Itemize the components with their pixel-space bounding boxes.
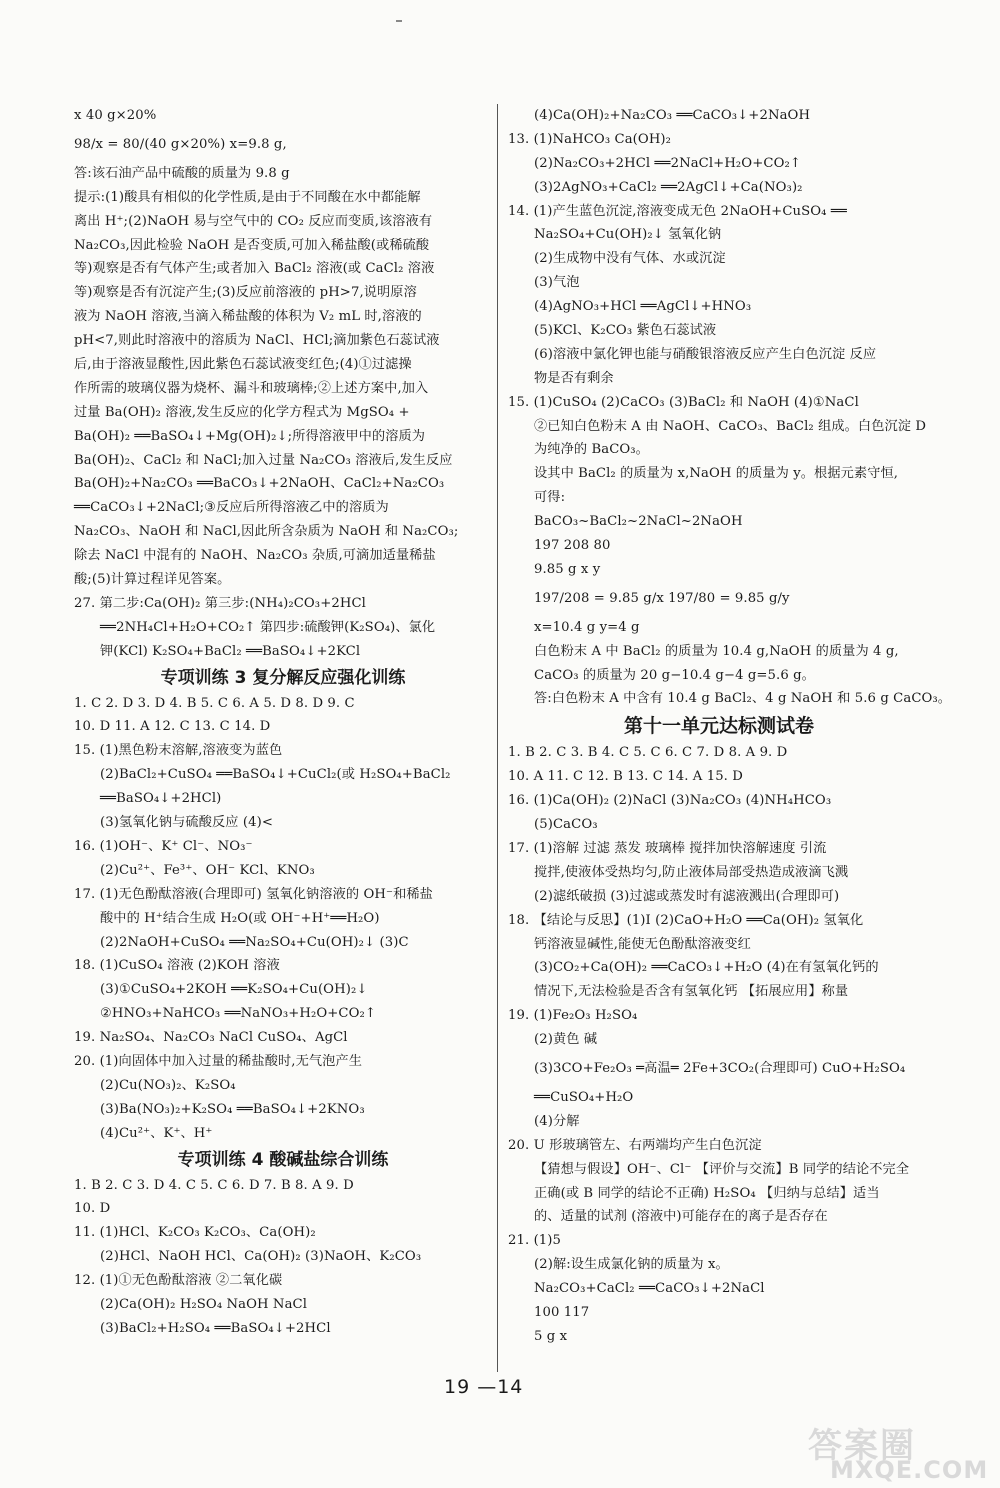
answer-line: 提示:(1)酸具有相似的化学性质,是由于不同酸在水中都能解: [74, 189, 421, 205]
answer-line: 98/x = 80/(40 g×20%) x=9.8 g,: [74, 136, 287, 152]
answer-line: 18. 【结论与反思】(1)Ⅰ (2)CaO+H₂O ══Ca(OH)₂ 氢氧化: [508, 912, 864, 928]
answer-line: x 40 g×20%: [74, 108, 157, 123]
column-divider: [497, 104, 498, 1372]
answer-line: 除去 NaCl 中混有的 NaOH、Na₂CO₃ 杂质,可滴加适量稀盐: [74, 548, 436, 564]
answer-line: (2)滤纸破损 (3)过滤或蒸发时有滤液溅出(合理即可): [534, 888, 840, 904]
watermark-logo: 答案圈: [808, 1426, 916, 1466]
answer-line: (5)CaCO₃: [534, 817, 598, 833]
answer-line: Na₂CO₃,因此检验 NaOH 是否变质,可加入稀盐酸(或稀硫酸: [74, 237, 430, 253]
answer-line: 19. Na₂SO₄、Na₂CO₃ NaCl CuSO₄、AgCl: [74, 1030, 348, 1046]
answer-line: (2)2NaOH+CuSO₄ ══Na₂SO₄+Cu(OH)₂↓ (3)C: [100, 934, 409, 950]
scan-mark: [396, 20, 402, 22]
answer-line: Ba(OH)₂、CaCl₂ 和 NaCl;加入过量 Na₂CO₃ 溶液后,发生反应: [74, 452, 453, 468]
answer-line: 16. (1)Ca(OH)₂ (2)NaCl (3)Na₂CO₃ (4)NH₄HCO₃: [508, 793, 832, 809]
watermark-url: MXQE.COM: [830, 1456, 989, 1484]
answer-line: 作所需的玻璃仪器为烧杯、漏斗和玻璃棒;②上述方案中,加入: [74, 380, 429, 396]
answer-line: ══BaSO₄↓+2HCl): [100, 791, 222, 807]
answer-line: 18. (1)CuSO₄ 溶液 (2)KOH 溶液: [74, 958, 280, 974]
answer-line: (3)CO₂+Ca(OH)₂ ══CaCO₃↓+H₂O (4)在有氢氧化钙的: [534, 960, 879, 976]
answer-line: 离出 H⁺;(2)NaOH 易与空气中的 CO₂ 反应而变质,该溶液有: [74, 213, 433, 229]
answer-line: 16. (1)OH⁻、K⁺ Cl⁻、NO₃⁻: [74, 838, 253, 854]
answer-line: x=10.4 g y=4 g: [534, 619, 640, 635]
answer-line: 等)观察是否有气体产生;或者加入 BaCl₂ 溶液(或 CaCl₂ 溶液: [74, 261, 435, 277]
answer-line: (2)黄色 碱: [534, 1032, 598, 1048]
answer-line: 答:白色粉末 A 中含有 10.4 g BaCl₂、4 g NaOH 和 5.6 g CaCO₃。: [534, 691, 952, 707]
answer-line: (4)Ca(OH)₂+Na₂CO₃ ══CaCO₃↓+2NaOH: [534, 108, 811, 123]
answer-line: 1. C 2. D 3. D 4. B 5. C 6. A 5. D 8. D 9. C: [74, 695, 355, 711]
answer-line: (3)3CO+Fe₂O₃ ═高温═ 2Fe+3CO₂(合理即可) CuO+H₂SO₄: [534, 1060, 906, 1076]
answer-line: 1. B 2. C 3. B 4. C 5. C 6. C 7. D 8. A 9. D: [508, 745, 788, 761]
answer-line: Na₂CO₃、NaOH 和 NaCl,因此所含杂质为 NaOH 和 Na₂CO₃;: [74, 524, 459, 540]
answer-line: 【猜想与假设】OH⁻、Cl⁻ 【评价与交流】B 同学的结论不完全: [534, 1161, 910, 1177]
answer-line: (2)Na₂CO₃+2HCl ══2NaCl+H₂O+CO₂↑: [534, 155, 802, 171]
right-column: [508, 104, 952, 1349]
answer-line: 197/208 = 9.85 g/x 197/80 = 9.85 g/y: [534, 590, 790, 606]
section-heading: 专项训练 3 复分解反应强化训练: [160, 667, 406, 688]
section-heading: 专项训练 4 酸碱盐综合训练: [177, 1149, 389, 1170]
answer-line: ══CaCO₃↓+2NaCl;③反应后所得溶液乙中的溶质为: [74, 500, 389, 516]
answer-line: 钙溶液显碱性,能使无色酚酞溶液变红: [534, 936, 751, 952]
answer-line: (3)氢氧化钠与硫酸反应 (4)<: [100, 815, 273, 831]
answer-line: 正确(或 B 同学的结论不正确) H₂SO₄ 【归纳与总结】适当: [534, 1185, 880, 1201]
answer-line: 答:该石油产品中硫酸的质量为 9.8 g: [74, 165, 290, 181]
answer-line: 15. (1)CuSO₄ (2)CaCO₃ (3)BaCl₂ 和 NaOH (4)①NaCl: [508, 394, 859, 410]
answer-line: 情况下,无法检验是否含有氢氧化钙 【拓展应用】称量: [534, 984, 849, 1000]
answer-line: (2)Cu²⁺、Fe³⁺、OH⁻ KCl、KNO₃: [100, 862, 315, 878]
answer-line: 197 208 80: [534, 538, 611, 554]
answer-line: (2)解:设生成氯化钠的质量为 x。: [534, 1257, 729, 1273]
answer-line: ══CuSO₄+H₂O: [534, 1089, 634, 1105]
answer-line: 的、适量的试剂 (溶液中)可能存在的离子是否存在: [534, 1209, 828, 1225]
answer-line: 1. B 2. C 3. D 4. C 5. C 6. D 7. B 8. A 9. D: [74, 1177, 354, 1193]
answer-line: 设其中 BaCl₂ 的质量为 x,NaOH 的质量为 y。根据元素守恒,: [534, 466, 899, 482]
left-column: [74, 104, 492, 1341]
answer-line: 后,由于溶液显酸性,因此紫色石蕊试液变红色;(4)①过滤操: [74, 357, 412, 373]
answer-line: ══2NH₄Cl+H₂O+CO₂↑ 第四步:硫酸钾(K₂SO₄)、氯化: [100, 619, 436, 635]
answer-line: 液为 NaOH 溶液,当滴入稀盐酸的体积为 V₂ mL 时,溶液的: [74, 309, 422, 325]
answer-line: (3)①CuSO₄+2KOH ══K₂SO₄+Cu(OH)₂↓: [100, 982, 368, 998]
answer-line: 5 g x: [534, 1328, 568, 1344]
answer-line: 100 117: [534, 1304, 590, 1320]
answer-line: 白色粉末 A 中 BaCl₂ 的质量为 10.4 g,NaOH 的质量为 4 g,: [534, 643, 899, 659]
answer-line: 17. (1)无色酚酞溶液(合理即可) 氢氧化钠溶液的 OH⁻和稀盐: [74, 886, 433, 902]
answer-line: (3)气泡: [534, 275, 580, 291]
answer-line: (3)BaCl₂+H₂SO₄ ══BaSO₄↓+2HCl: [100, 1320, 331, 1336]
section-heading: 第十一单元达标测试卷: [623, 715, 814, 738]
answer-line: 11. (1)HCl、K₂CO₃ K₂CO₃、Ca(OH)₂: [74, 1225, 316, 1241]
answer-line: 搅拌,使液体受热均匀,防止液体局部受热造成液滴飞溅: [534, 864, 849, 880]
answer-line: 15. (1)黑色粉末溶解,溶液变为蓝色: [74, 743, 283, 759]
answer-line: (2)Ca(OH)₂ H₂SO₄ NaOH NaCl: [100, 1296, 308, 1312]
answer-line: (4)AgNO₃+HCl ══AgCl↓+HNO₃: [534, 299, 752, 315]
answer-line: 10. D: [74, 1201, 111, 1217]
answer-line: (6)溶液中氯化钾也能与硝酸银溶液反应产生白色沉淀 反应: [534, 346, 877, 362]
answer-line: 为纯净的 BaCO₃。: [534, 442, 649, 458]
answer-line: (3)2AgNO₃+CaCl₂ ══2AgCl↓+Ca(NO₃)₂: [534, 179, 803, 195]
answer-line: (3)Ba(NO₃)₂+K₂SO₄ ══BaSO₄↓+2KNO₃: [100, 1101, 365, 1117]
answer-line: CaCO₃ 的质量为 20 g−10.4 g−4 g=5.6 g。: [534, 667, 815, 683]
answer-line: 过量 Ba(OH)₂ 溶液,发生反应的化学方程式为 MgSO₄ +: [74, 404, 410, 420]
answer-line: 10. A 11. C 12. B 13. C 14. A 15. D: [508, 769, 743, 785]
answer-line: (4)Cu²⁺、K⁺、H⁺: [100, 1125, 213, 1141]
answer-line: (2)HCl、NaOH HCl、Ca(OH)₂ (3)NaOH、K₂CO₃: [100, 1249, 422, 1265]
answer-line: 酸中的 H⁺结合生成 H₂O(或 OH⁻+H⁺══H₂O): [100, 910, 380, 926]
answer-line: 20. (1)向固体中加入过量的稀盐酸时,无气泡产生: [74, 1053, 363, 1069]
answer-line: (5)KCl、K₂CO₃ 紫色石蕊试液: [534, 323, 717, 339]
answer-line: 12. (1)①无色酚酞溶液 ②二氧化碳: [74, 1273, 283, 1289]
answer-line: BaCO₃~BaCl₂~2NaCl~2NaOH: [534, 514, 743, 530]
answer-line: (2)生成物中没有气体、水或沉淀: [534, 251, 726, 267]
answer-line: Ba(OH)₂ ══BaSO₄↓+Mg(OH)₂↓;所得溶液甲中的溶质为: [74, 428, 426, 444]
answer-line: (2)Cu(NO₃)₂、K₂SO₄: [100, 1077, 236, 1093]
answer-line: 钾(KCl) K₂SO₄+BaCl₂ ══BaSO₄↓+2KCl: [100, 643, 361, 659]
answer-line: pH<7,则此时溶液中的溶质为 NaCl、HCl;滴加紫色石蕊试液: [74, 333, 440, 349]
answer-line: 10. D 11. A 12. C 13. C 14. D: [74, 719, 271, 735]
page-number: 19 —14: [444, 1376, 524, 1398]
answer-line: 17. (1)溶解 过滤 蒸发 玻璃棒 搅拌加快溶解速度 引流: [508, 840, 827, 856]
answer-line: 13. (1)NaHCO₃ Ca(OH)₂: [508, 131, 672, 147]
answer-line: ②已知白色粉末 A 由 NaOH、CaCO₃、BaCl₂ 组成。白色沉淀 D: [534, 418, 927, 434]
answer-line: 27. 第二步:Ca(OH)₂ 第三步:(NH₄)₂CO₃+2HCl: [74, 595, 366, 611]
answer-line: Na₂SO₄+Cu(OH)₂↓ 氢氧化钠: [534, 227, 722, 243]
answer-line: Na₂CO₃+CaCl₂ ══CaCO₃↓+2NaCl: [534, 1281, 765, 1297]
answer-line: 21. (1)5: [508, 1233, 562, 1249]
answer-line: 可得:: [534, 490, 566, 506]
answer-line: 20. U 形玻璃管左、右两端均产生白色沉淀: [508, 1137, 762, 1153]
answer-line: 14. (1)产生蓝色沉淀,溶液变成无色 2NaOH+CuSO₄ ══: [508, 203, 847, 219]
answer-line: 9.85 g x y: [534, 561, 601, 577]
answer-line: Ba(OH)₂+Na₂CO₃ ══BaCO₃↓+2NaOH、CaCl₂+Na₂CO₃: [74, 476, 445, 492]
answer-line: ②HNO₃+NaHCO₃ ══NaNO₃+H₂O+CO₂↑: [100, 1006, 377, 1022]
answer-line: (2)BaCl₂+CuSO₄ ══BaSO₄↓+CuCl₂(或 H₂SO₄+BaCl₂: [100, 767, 451, 783]
answer-line: 酸;(5)计算过程详见答案。: [74, 572, 231, 588]
answer-line: (4)分解: [534, 1113, 580, 1129]
answer-line: 19. (1)Fe₂O₃ H₂SO₄: [508, 1008, 638, 1024]
answer-line: 等)观察是否有沉淀产生;(3)反应前溶液的 pH>7,说明原溶: [74, 285, 417, 301]
answer-line: 物是否有剩余: [534, 370, 614, 386]
